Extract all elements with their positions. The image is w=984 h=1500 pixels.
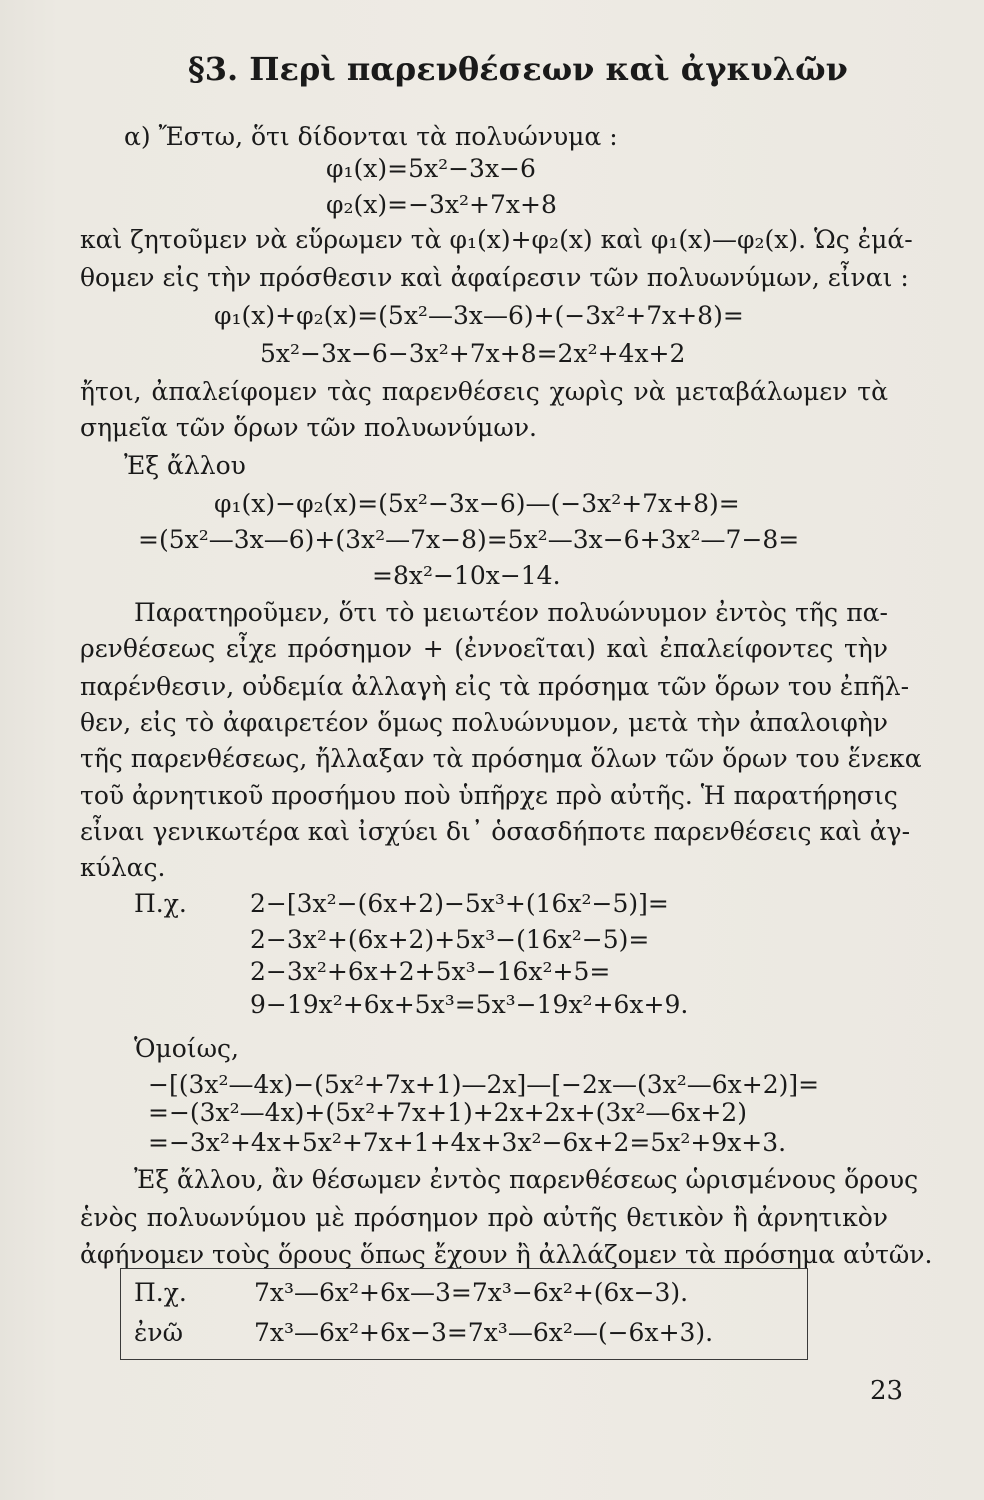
text-line: παρένθεσιν, οὐδεμία ἀλλαγὴ εἰς τὰ πρόσημα τῶν ὅρων του ἐπῆλ- [80,672,910,701]
text-line: εἶναι γενικωτέρα καὶ ἰσχύει δι᾽ ὁσασδήποτε παρενθέσεις καὶ ἀγ- [80,817,911,846]
text-line: Ἐξ ἄλλου [124,451,246,480]
equation-line: =−3x²+4x+5x²+7x+1+4x+3x²−6x+2=5x²+9x+3. [148,1128,787,1157]
text-line: καὶ ζητοῦμεν νὰ εὕρωμεν τὰ φ₁(x)+φ₂(x) καὶ φ₁(x)—φ₂(x). Ὡς ἐμά- [80,225,913,254]
equation-line: 2−3x²+(6x+2)+5x³−(16x²−5)= [250,925,650,954]
text-line: θομεν εἰς τὴν πρόσθεσιν καὶ ἀφαίρεσιν τῶν πολυωνύμων, εἶναι : [80,263,909,292]
equation-line: φ₁(x)−φ₂(x)=(5x²−3x−6)—(−3x²+7x+8)= [214,489,740,518]
equation-line: 9−19x²+6x+5x³=5x³−19x²+6x+9. [250,990,689,1019]
equation-line: 5x²−3x−6−3x²+7x+8=2x²+4x+2 [260,339,686,368]
text-line: α) Ἔστω, ὅτι δίδονται τὰ πολυώνυμα : [124,122,618,151]
example-label: Π.χ. [134,889,187,918]
text-line: τῆς παρενθέσεως, ἤλλαξαν τὰ πρόσημα ὅλων τῶν ὅρων του ἕνεκα [80,744,922,773]
text-line: ἑνὸς πολυωνύμου μὲ πρόσημον πρὸ αὐτῆς θετικὸν ἢ ἀρνητικὸν [80,1203,888,1232]
text-line: Παρατηροῦμεν, ὅτι τὸ μειωτέον πολυώνυμον ἐντὸς τῆς πα- [134,598,888,627]
equation-line: 2−[3x²−(6x+2)−5x³+(16x²−5)]= [250,889,669,918]
example-label: ἐνῶ [134,1318,183,1347]
example-label: Π.χ. [134,1278,187,1307]
text-line: σημεῖα τῶν ὅρων τῶν πολυωνύμων. [80,413,537,442]
equation-line: φ₂(x)=−3x²+7x+8 [326,190,557,219]
equation-line: φ₁(x)=5x²−3x−6 [326,154,536,183]
text-line: τοῦ ἀρνητικοῦ προσήμου ποὺ ὑπῆρχε πρὸ αὐτῆς. Ἡ παρατήρησις [80,781,898,810]
text-line: ἤτοι, ἀπαλείφομεν τὰς παρενθέσεις χωρὶς νὰ μεταβάλωμεν τὰ [80,377,888,406]
text-line: Ὁμοίως, [134,1034,239,1063]
text-line: ρενθέσεως εἶχε πρόσημον + (ἐννοεῖται) καὶ ἐπαλείφοντες τὴν [80,634,888,663]
text-line: κύλας. [80,853,166,882]
equation-line: −[(3x²—4x)−(5x²+7x+1)—2x]—[−2x—(3x²—6x+2)]= [148,1070,820,1099]
equation-line: =8x²−10x−14. [372,561,561,590]
text-line: θεν, εἰς τὸ ἀφαιρετέον ὅμως πολυώνυμον, μετὰ τὴν ἀπαλοιφὴν [80,708,888,737]
text-line: ἀφήνομεν τοὺς ὅρους ὅπως ἔχουν ἢ ἀλλάζομεν τὰ πρόσημα αὐτῶν. [80,1240,933,1269]
equation-line: =−(3x²—4x)+(5x²+7x+1)+2x+2x+(3x²—6x+2) [148,1098,747,1127]
equation-line: 2−3x²+6x+2+5x³−16x²+5= [250,957,611,986]
equation-line: φ₁(x)+φ₂(x)=(5x²—3x—6)+(−3x²+7x+8)= [214,301,744,330]
equation-line: 7x³—6x²+6x—3=7x³−6x²+(6x−3). [254,1278,689,1307]
page-number: 23 [870,1376,904,1406]
equation-line: =(5x²—3x—6)+(3x²—7x−8)=5x²—3x−6+3x²—7−8= [138,525,800,554]
section-title: §3. Περὶ παρενθέσεων καὶ ἀγκυλῶν [188,50,848,88]
text-line: Ἐξ ἄλλου, ἂν θέσωμεν ἐντὸς παρενθέσεως ὡρισμένους ὅρους [134,1165,919,1194]
equation-line: 7x³—6x²+6x−3=7x³—6x²—(−6x+3). [254,1318,714,1347]
